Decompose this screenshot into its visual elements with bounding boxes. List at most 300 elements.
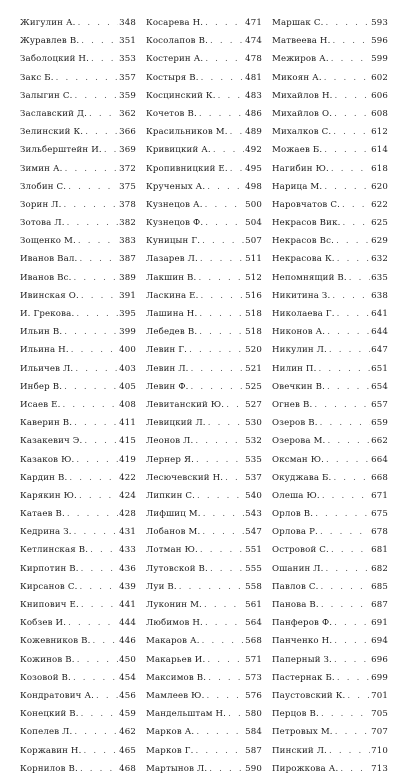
author-name: Кузнецов Ф.: [146, 218, 204, 229]
author-name: Лебедев В.: [146, 327, 198, 338]
author-name: Зелинский К.: [20, 127, 84, 138]
page-number: 638: [371, 290, 388, 301]
index-entry: [146, 632, 262, 650]
index-entry: [272, 396, 388, 414]
author-name: Максимов В.: [146, 672, 207, 683]
page-number: 518: [245, 309, 262, 319]
index-entry: [20, 287, 136, 305]
index-entry: [146, 232, 262, 250]
page-number: 612: [371, 127, 388, 138]
author-name: Михайлов Н.: [272, 90, 333, 101]
author-name: Некрасов Вик.: [272, 218, 341, 229]
page-number: 532: [245, 436, 262, 447]
author-name: Лакшин В.: [146, 272, 197, 283]
dot-leader: [205, 178, 244, 196]
dot-leader: [226, 705, 244, 723]
index-entry: [20, 196, 136, 214]
author-name: Зощенко М.: [20, 236, 76, 247]
page-number: 625: [371, 218, 388, 229]
page-number: 400: [119, 345, 136, 356]
dot-leader: [72, 723, 118, 741]
dot-leader: [201, 505, 244, 523]
author-name: Каверин В.: [20, 418, 73, 429]
dot-leader: [198, 250, 244, 268]
page-number: 537: [245, 472, 262, 483]
page-number: 465: [119, 745, 136, 756]
dot-leader: [72, 269, 118, 287]
index-entry: [146, 250, 262, 268]
page-number: 561: [245, 600, 262, 610]
index-entry: [20, 742, 136, 760]
page-number: 428: [119, 509, 136, 520]
author-name: Марков А.: [146, 727, 195, 738]
dot-leader: [63, 160, 118, 178]
page-number: 459: [119, 709, 136, 720]
author-name: Нагибин Ю.: [272, 163, 329, 174]
dot-leader: [338, 760, 370, 778]
page-number: 439: [119, 581, 136, 592]
page-number: 622: [371, 199, 388, 210]
dot-leader: [89, 50, 118, 68]
dot-leader: [325, 323, 370, 341]
page-number: 504: [245, 218, 262, 229]
page-number: 618: [371, 163, 388, 174]
dot-leader: [335, 250, 370, 268]
dot-leader: [82, 742, 119, 760]
page-number: 507: [245, 236, 262, 247]
index-entry: [272, 196, 388, 214]
author-name: Иванов Вал.: [20, 254, 78, 265]
author-name: Кирпотин В.: [20, 563, 79, 574]
page-number: 362: [119, 108, 136, 119]
author-name: Ласкина Е.: [146, 290, 199, 301]
page-number: 662: [371, 436, 388, 447]
page-number: 424: [119, 490, 136, 501]
author-name: Конецкий В.: [20, 709, 79, 720]
page-number: 590: [245, 763, 262, 774]
index-entry: [272, 341, 388, 359]
index-column-3: [272, 14, 388, 774]
index-entry: [146, 69, 262, 87]
page-number: 710: [371, 745, 388, 756]
dot-leader: [334, 232, 370, 250]
dot-leader: [320, 487, 370, 505]
index-entry: [272, 469, 388, 487]
index-entry: [272, 214, 388, 232]
dot-leader: [329, 50, 370, 68]
author-name: Коржавин Н.: [20, 745, 82, 756]
index-entry: [272, 141, 388, 159]
page-number: 694: [371, 636, 388, 647]
dot-leader: [207, 760, 244, 778]
dot-leader: [322, 69, 370, 87]
page-number: 498: [245, 181, 262, 192]
dot-leader: [228, 160, 244, 178]
page-number: 391: [119, 290, 136, 301]
page-number: 614: [371, 145, 388, 156]
page-number: 359: [119, 90, 136, 101]
page-number: 530: [245, 418, 262, 429]
page-number: 471: [245, 18, 262, 28]
index-entry: [272, 742, 388, 760]
dot-leader: [197, 305, 244, 323]
page-number: 495: [245, 163, 262, 174]
page-number: 641: [371, 309, 388, 319]
author-name: Лашина Н.: [146, 309, 198, 319]
author-name: Можаев Б.: [272, 145, 323, 156]
dot-leader: [200, 632, 244, 650]
index-entry: [20, 232, 136, 250]
author-name: Косарева Н.: [146, 18, 204, 28]
index-entry: [146, 432, 262, 450]
author-name: Матвеева Н.: [272, 36, 331, 47]
dot-leader: [193, 432, 244, 450]
dot-leader: [78, 760, 118, 778]
author-name: Кондратович А.: [20, 690, 95, 701]
page-number: 516: [245, 290, 262, 301]
dot-leader: [77, 487, 118, 505]
dot-leader: [331, 32, 371, 50]
index-entry: [20, 705, 136, 723]
author-name: Левитанский Ю.: [146, 399, 225, 410]
dot-leader: [312, 396, 370, 414]
author-name: Островой С.: [272, 545, 329, 556]
index-entry: [146, 687, 262, 705]
author-name: Кедрина З.: [20, 527, 72, 538]
page-number: 558: [245, 581, 262, 592]
page-number: 691: [371, 618, 388, 629]
dot-leader: [332, 632, 370, 650]
page-number: 399: [119, 327, 136, 338]
page-number: 450: [119, 654, 136, 665]
dot-leader: [340, 196, 370, 214]
author-name: Нарица М.: [272, 181, 323, 192]
index-entry: [20, 214, 136, 232]
page-number: 664: [371, 454, 388, 465]
author-name: Некрасов Вс.: [272, 236, 335, 247]
index-entry: [272, 687, 388, 705]
index-entry: [146, 414, 262, 432]
index-entry: [146, 360, 262, 378]
page-number: 599: [371, 54, 388, 65]
page-number: 696: [371, 654, 388, 665]
author-name: Овечкин В.: [272, 381, 325, 392]
author-name: Паперный З.: [272, 654, 332, 665]
page-number: 366: [119, 127, 136, 138]
page-number: 659: [371, 418, 388, 429]
author-name: Закс Б.: [20, 72, 54, 83]
index-column-2: [146, 14, 262, 774]
index-entry: [20, 432, 136, 450]
index-entry: [272, 669, 388, 687]
dot-leader: [177, 578, 244, 596]
index-entry: [146, 323, 262, 341]
author-name: Копелев Л.: [20, 727, 73, 738]
index-entry: [20, 250, 136, 268]
dot-leader: [198, 541, 244, 559]
index-entry: [20, 87, 136, 105]
index-entry: [20, 360, 136, 378]
author-name: Ошанин Л.: [272, 563, 324, 574]
page-number: 351: [119, 36, 136, 47]
dot-leader: [65, 505, 118, 523]
index-entry: [146, 560, 262, 578]
dot-leader: [208, 560, 244, 578]
dot-leader: [196, 269, 244, 287]
page-number: 671: [371, 490, 388, 501]
page-number: 468: [119, 763, 136, 774]
page-number: 682: [371, 563, 388, 574]
author-name: Николаева Г.: [272, 309, 335, 319]
page-number: 571: [245, 654, 262, 665]
author-name: Лутовской В.: [146, 563, 208, 574]
dot-leader: [73, 87, 119, 105]
author-name: Косцинский К.: [146, 90, 216, 101]
index-entry: [20, 123, 136, 141]
dot-leader: [332, 614, 370, 632]
author-name: Мандельштам Н.: [146, 709, 227, 720]
index-entry: [146, 523, 262, 541]
page-number: 654: [371, 381, 388, 392]
dot-leader: [69, 341, 118, 359]
index-entry: [146, 578, 262, 596]
dot-leader: [54, 69, 118, 87]
index-entry: [20, 378, 136, 396]
page-number: 419: [119, 454, 136, 465]
index-entry: [272, 250, 388, 268]
author-name: Пинский Л.: [272, 745, 327, 756]
dot-leader: [94, 687, 118, 705]
author-name: Павлов С.: [272, 581, 319, 592]
index-entry: [272, 451, 388, 469]
dot-leader: [76, 14, 118, 32]
index-entry: [272, 651, 388, 669]
author-name: Никитина З.: [272, 290, 331, 301]
dot-leader: [79, 560, 118, 578]
dot-leader: [187, 341, 244, 359]
page-number: 483: [245, 90, 262, 101]
index-entry: [272, 487, 388, 505]
page-number: 474: [245, 36, 262, 47]
page-number: 602: [371, 72, 388, 83]
page-number: 348: [119, 18, 136, 28]
page-number: 521: [245, 363, 262, 374]
page-number: 576: [245, 690, 262, 701]
dot-leader: [66, 178, 118, 196]
dot-leader: [205, 651, 244, 669]
index-entry: [20, 632, 136, 650]
index-entry: [272, 269, 388, 287]
author-name: Казакевич Э.: [20, 436, 83, 447]
author-name: Казаков Ю.: [20, 454, 75, 465]
author-name: Левин Г.: [146, 345, 188, 356]
author-name: Михалков С.: [272, 127, 332, 138]
index-entry: [146, 87, 262, 105]
index-entry: [146, 451, 262, 469]
author-name: Крученых А.: [146, 181, 206, 192]
page-number: 580: [245, 709, 262, 720]
index-entry: [146, 105, 262, 123]
dot-leader: [203, 14, 244, 32]
dot-leader: [102, 141, 118, 159]
page-number: 372: [119, 163, 136, 174]
author-name: Журавлев В.: [20, 36, 80, 47]
author-name: Никулин Л.: [272, 345, 327, 356]
dot-leader: [330, 287, 370, 305]
page-number: 369: [119, 145, 136, 156]
dot-leader: [77, 250, 118, 268]
page-number: 422: [119, 472, 136, 483]
author-name: Карякин Ю.: [20, 490, 77, 501]
author-name: Макарьев И.: [146, 654, 206, 665]
index-entry: [272, 432, 388, 450]
dot-leader: [319, 578, 370, 596]
dot-leader: [194, 451, 244, 469]
author-name: Левин Л.: [146, 363, 189, 374]
author-name: Леонов Л.: [146, 436, 194, 447]
author-name: Олеша Ю.: [272, 490, 320, 501]
dot-leader: [194, 742, 244, 760]
dot-leader: [72, 414, 118, 432]
dot-leader: [327, 341, 370, 359]
index-entry: [146, 141, 262, 159]
dot-leader: [332, 651, 370, 669]
dot-leader: [316, 360, 370, 378]
index-entry: [146, 287, 262, 305]
author-name: Ильина Н.: [20, 345, 69, 356]
dot-leader: [67, 469, 118, 487]
index-entry: [272, 596, 388, 614]
index-entry: [20, 560, 136, 578]
page-number: 675: [371, 509, 388, 520]
page-number: 687: [371, 600, 388, 610]
index-entry: [20, 614, 136, 632]
page-number: 436: [119, 563, 136, 574]
page-number: 357: [119, 72, 136, 83]
page-number: 685: [371, 581, 388, 592]
page-number: 535: [245, 454, 262, 465]
index-entry: [20, 487, 136, 505]
author-name: Микоян А.: [272, 72, 322, 83]
index-entry: [272, 323, 388, 341]
index-entry: [20, 269, 136, 287]
page-number: 620: [371, 181, 388, 192]
page-number: 444: [119, 618, 136, 629]
index-entry: [20, 414, 136, 432]
index-entry: [272, 560, 388, 578]
author-name: Любимов Н.: [146, 618, 203, 629]
dot-leader: [327, 742, 370, 760]
page-number: 678: [371, 527, 388, 538]
page-number: 456: [119, 690, 136, 701]
dot-leader: [331, 469, 370, 487]
dot-leader: [197, 323, 244, 341]
dot-leader: [224, 396, 244, 414]
page-number: 411: [119, 418, 136, 429]
dot-leader: [324, 560, 370, 578]
dot-leader: [205, 687, 244, 705]
dot-leader: [65, 214, 118, 232]
page-number: 629: [371, 236, 388, 247]
author-name: Катаев В.: [20, 509, 65, 520]
author-name: Луконин М.: [146, 600, 202, 610]
dot-leader: [79, 287, 118, 305]
dot-leader: [223, 469, 244, 487]
page-number: 489: [245, 127, 262, 138]
author-name: Левицкий Л.: [146, 418, 206, 429]
dot-leader: [76, 232, 118, 250]
index-entry: [20, 505, 136, 523]
author-name: Кардин В.: [20, 472, 68, 483]
dot-leader: [228, 123, 244, 141]
page-number: 353: [119, 54, 136, 65]
index-entry: [20, 32, 136, 50]
author-name: Лазарев Л.: [146, 254, 198, 265]
index-entry: [20, 451, 136, 469]
author-name: Озерова М.: [272, 436, 326, 447]
page-number: 540: [245, 490, 262, 501]
index-entry: [146, 723, 262, 741]
index-entry: [20, 141, 136, 159]
index-entry: [146, 487, 262, 505]
index-entry: [20, 14, 136, 32]
index-entry: [272, 760, 388, 778]
index-entry: [146, 705, 262, 723]
page-number: 454: [119, 672, 136, 683]
author-name: Пастернак Б.: [272, 672, 335, 683]
index-entry: [20, 578, 136, 596]
page-number: 587: [245, 745, 262, 756]
author-name: Кобзев И.: [20, 618, 67, 629]
author-name: Залыгин С.: [20, 90, 73, 101]
index-entry: [146, 123, 262, 141]
dot-leader: [329, 541, 370, 559]
author-name: Михайлов О.: [272, 108, 333, 119]
author-name: Куницын Г.: [146, 236, 201, 247]
page-number: 573: [245, 672, 262, 683]
page-number: 596: [371, 36, 388, 47]
author-name: Зорин Л.: [20, 199, 62, 210]
author-name: Лифшиц М.: [146, 509, 201, 520]
author-name: Зотова Л.: [20, 218, 65, 229]
dot-leader: [322, 178, 370, 196]
index-entry: [20, 523, 136, 541]
index-entry: [272, 541, 388, 559]
dot-leader: [200, 232, 244, 250]
index-entry: [146, 305, 262, 323]
dot-leader: [194, 723, 244, 741]
dot-leader: [82, 432, 118, 450]
dot-leader: [71, 669, 118, 687]
page-number: 547: [245, 527, 262, 538]
index-entry: [272, 378, 388, 396]
index-entry: [20, 305, 136, 323]
author-name: Жигулин А.: [20, 18, 76, 28]
index-entry: [146, 269, 262, 287]
dot-leader: [79, 705, 118, 723]
page-number: 543: [245, 509, 262, 520]
author-name: Заболоцкий Н.: [20, 54, 90, 65]
author-name: Косолапов В.: [146, 36, 208, 47]
dot-leader: [72, 523, 118, 541]
index-entry: [272, 414, 388, 432]
author-name: Маршак С.: [272, 18, 324, 28]
dot-leader: [91, 632, 118, 650]
author-name: Орлов В.: [272, 509, 314, 520]
author-name: Окуджава Б.: [272, 472, 332, 483]
index-entry: [146, 541, 262, 559]
index-entry: [20, 178, 136, 196]
